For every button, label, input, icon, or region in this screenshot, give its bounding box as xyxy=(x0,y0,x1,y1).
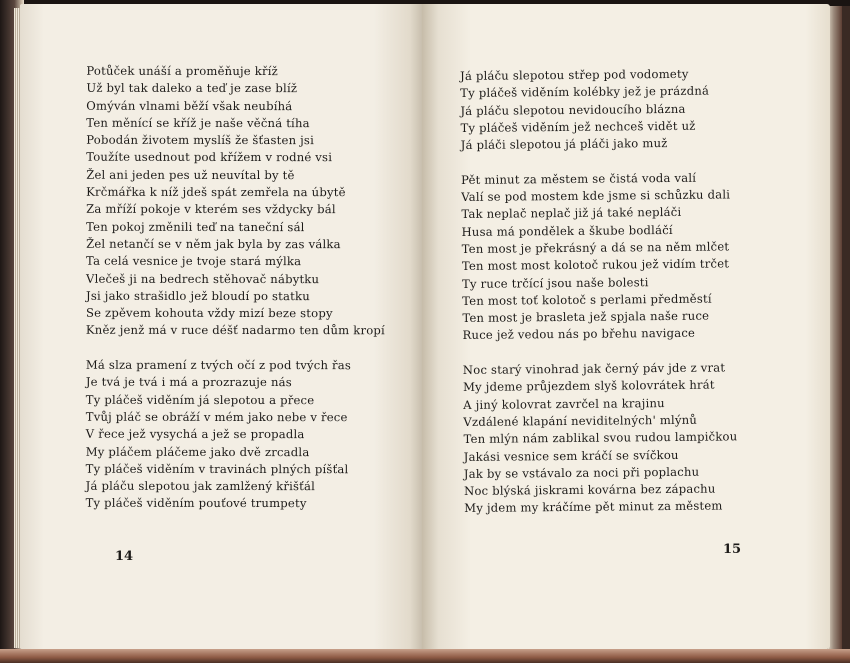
poem-line: Jsi jako strašidlo jež bloudí po statku xyxy=(85,288,310,303)
poem-line: Ty ruce trčící jsou naše bolesti xyxy=(462,274,649,291)
poem-line: Toužíte usednout pod křížem v rodné vsi xyxy=(86,150,333,165)
book-cover-bottom-edge xyxy=(0,649,850,663)
poem-line: Žel ani jeden pes už neuvítal by tě xyxy=(86,167,295,182)
poem-line: Ta celá vesnice je tvoje stará mýlka xyxy=(86,254,302,269)
poem-line: Pobodán životem myslíš že šťasten jsi xyxy=(86,132,315,148)
poem-line: Ten most toť kolotoč s perlami předměstí xyxy=(462,291,712,308)
book-cover-right-edge xyxy=(828,6,842,649)
poem-line: My pláčem pláčeme jako dvě zrcadla xyxy=(85,444,310,459)
poem-line: V řece jež vysychá a jež se propadla xyxy=(85,426,305,442)
left-page-poem xyxy=(86,63,386,513)
poem-line: Noc starý vinohrad jak černý páv jde z vrat xyxy=(462,360,726,378)
poem-line: Omýván vlnami běží však neubíhá xyxy=(86,98,293,113)
poem-line: Ten mlýn nám zablikal svou rudou lampičkou xyxy=(463,429,738,447)
poem-line: Ty pláčeš viděním já slepotou a přece xyxy=(85,392,315,407)
poem-line: Ten most je překrásný a dá se na něm mlčet xyxy=(461,239,730,256)
poem-line: My jdeme průjezdem slyš kolovrátek hrát xyxy=(462,377,715,395)
poem-line: Ten most most kolotoč rukou jež vidím trčet xyxy=(461,256,730,274)
poem-line: Tak neplač neplač již já také nepláči xyxy=(461,205,682,222)
poem-line: Ty pláčeš viděním kolébky jež je prázdná xyxy=(460,83,710,101)
poem-line: Tvůj pláč se obráží v mém jako nebe v řece xyxy=(85,409,348,425)
poem-line: Husa má pondělek a škube bodláčí xyxy=(461,222,673,239)
poem-line: Ten měnící se kříž je naše věčná tíha xyxy=(86,115,310,131)
poem-line: Ty pláčeš viděním pouťové trumpety xyxy=(85,496,307,511)
right-page-poem xyxy=(460,65,738,517)
poem-line: Už byl tak daleko a teď je zase blíž xyxy=(86,81,298,96)
page-number-left: 14 xyxy=(115,549,134,564)
poem-line: Valí se pod mostem kde jsme si schůzku dali xyxy=(461,187,731,205)
poem-line: Ty pláčeš viděním jež nechceš vidět už xyxy=(460,118,696,135)
poem-line: Ty pláčeš viděním v travinách plných píšťal xyxy=(85,461,349,477)
poem-line: Vlečeš ji na bedrech stěhovač nábytku xyxy=(86,271,320,286)
poem-line: My jdem my kráčíme pět minut za městem xyxy=(464,498,723,516)
poem-line: Kněz jenž má v ruce déšť nadarmo ten dům kropí xyxy=(85,323,385,338)
poem-line: Má slza pramení z tvých očí z pod tvých řas xyxy=(85,357,352,373)
poem-line: Je tvá je tvá i má a prozrazuje nás xyxy=(85,375,292,390)
poem-line: Žel netančí se v něm jak byla by zas válka xyxy=(86,236,341,252)
poem-line: Ten most je brasleta jež spjala naše ruce xyxy=(462,308,710,326)
poem-line: A jiný kolovrat zavrčel na krajinu xyxy=(463,395,665,412)
poem-line: Ten pokoj změnili teď na taneční sál xyxy=(86,219,305,234)
poem-line: Pět minut za městem se čistá voda valí xyxy=(461,170,697,187)
poem-line: Noc blýská jiskrami kovárna bez zápachu xyxy=(463,481,716,499)
poem-line: Za mříží pokoje v kterém ses vždycky bál xyxy=(86,202,336,217)
poem-line: Vzdálené klapání neviditelných' mlýnů xyxy=(463,412,698,429)
stanza-break xyxy=(86,339,385,357)
poem-line: Já pláču slepotou nevidoucího blázna xyxy=(460,101,686,118)
poem-line: Jakási vesnice sem kráčí se svíčkou xyxy=(463,447,679,464)
poem-line: Ruce jež vedou nás po břehu navigace xyxy=(462,326,696,343)
poem-line: Já pláči slepotou já pláči jako muž xyxy=(460,136,668,153)
poem-line: Jak by se vstávalo za noci při poplachu xyxy=(463,464,700,481)
poem-line: Já pláču slepotou jak zamlžený křišťál xyxy=(85,478,316,494)
poem-line: Krčmářka k níž jdeš spát zemřela na úbytě xyxy=(86,184,346,200)
poem-line: Já pláču slepotou střep pod vodomety xyxy=(460,66,689,83)
page-number-right: 15 xyxy=(723,542,742,557)
poem-line: Se zpěvem kohouta vždy mizí beze stopy xyxy=(85,305,333,321)
poem-line: Potůček unáší a proměňuje kříž xyxy=(86,63,278,79)
